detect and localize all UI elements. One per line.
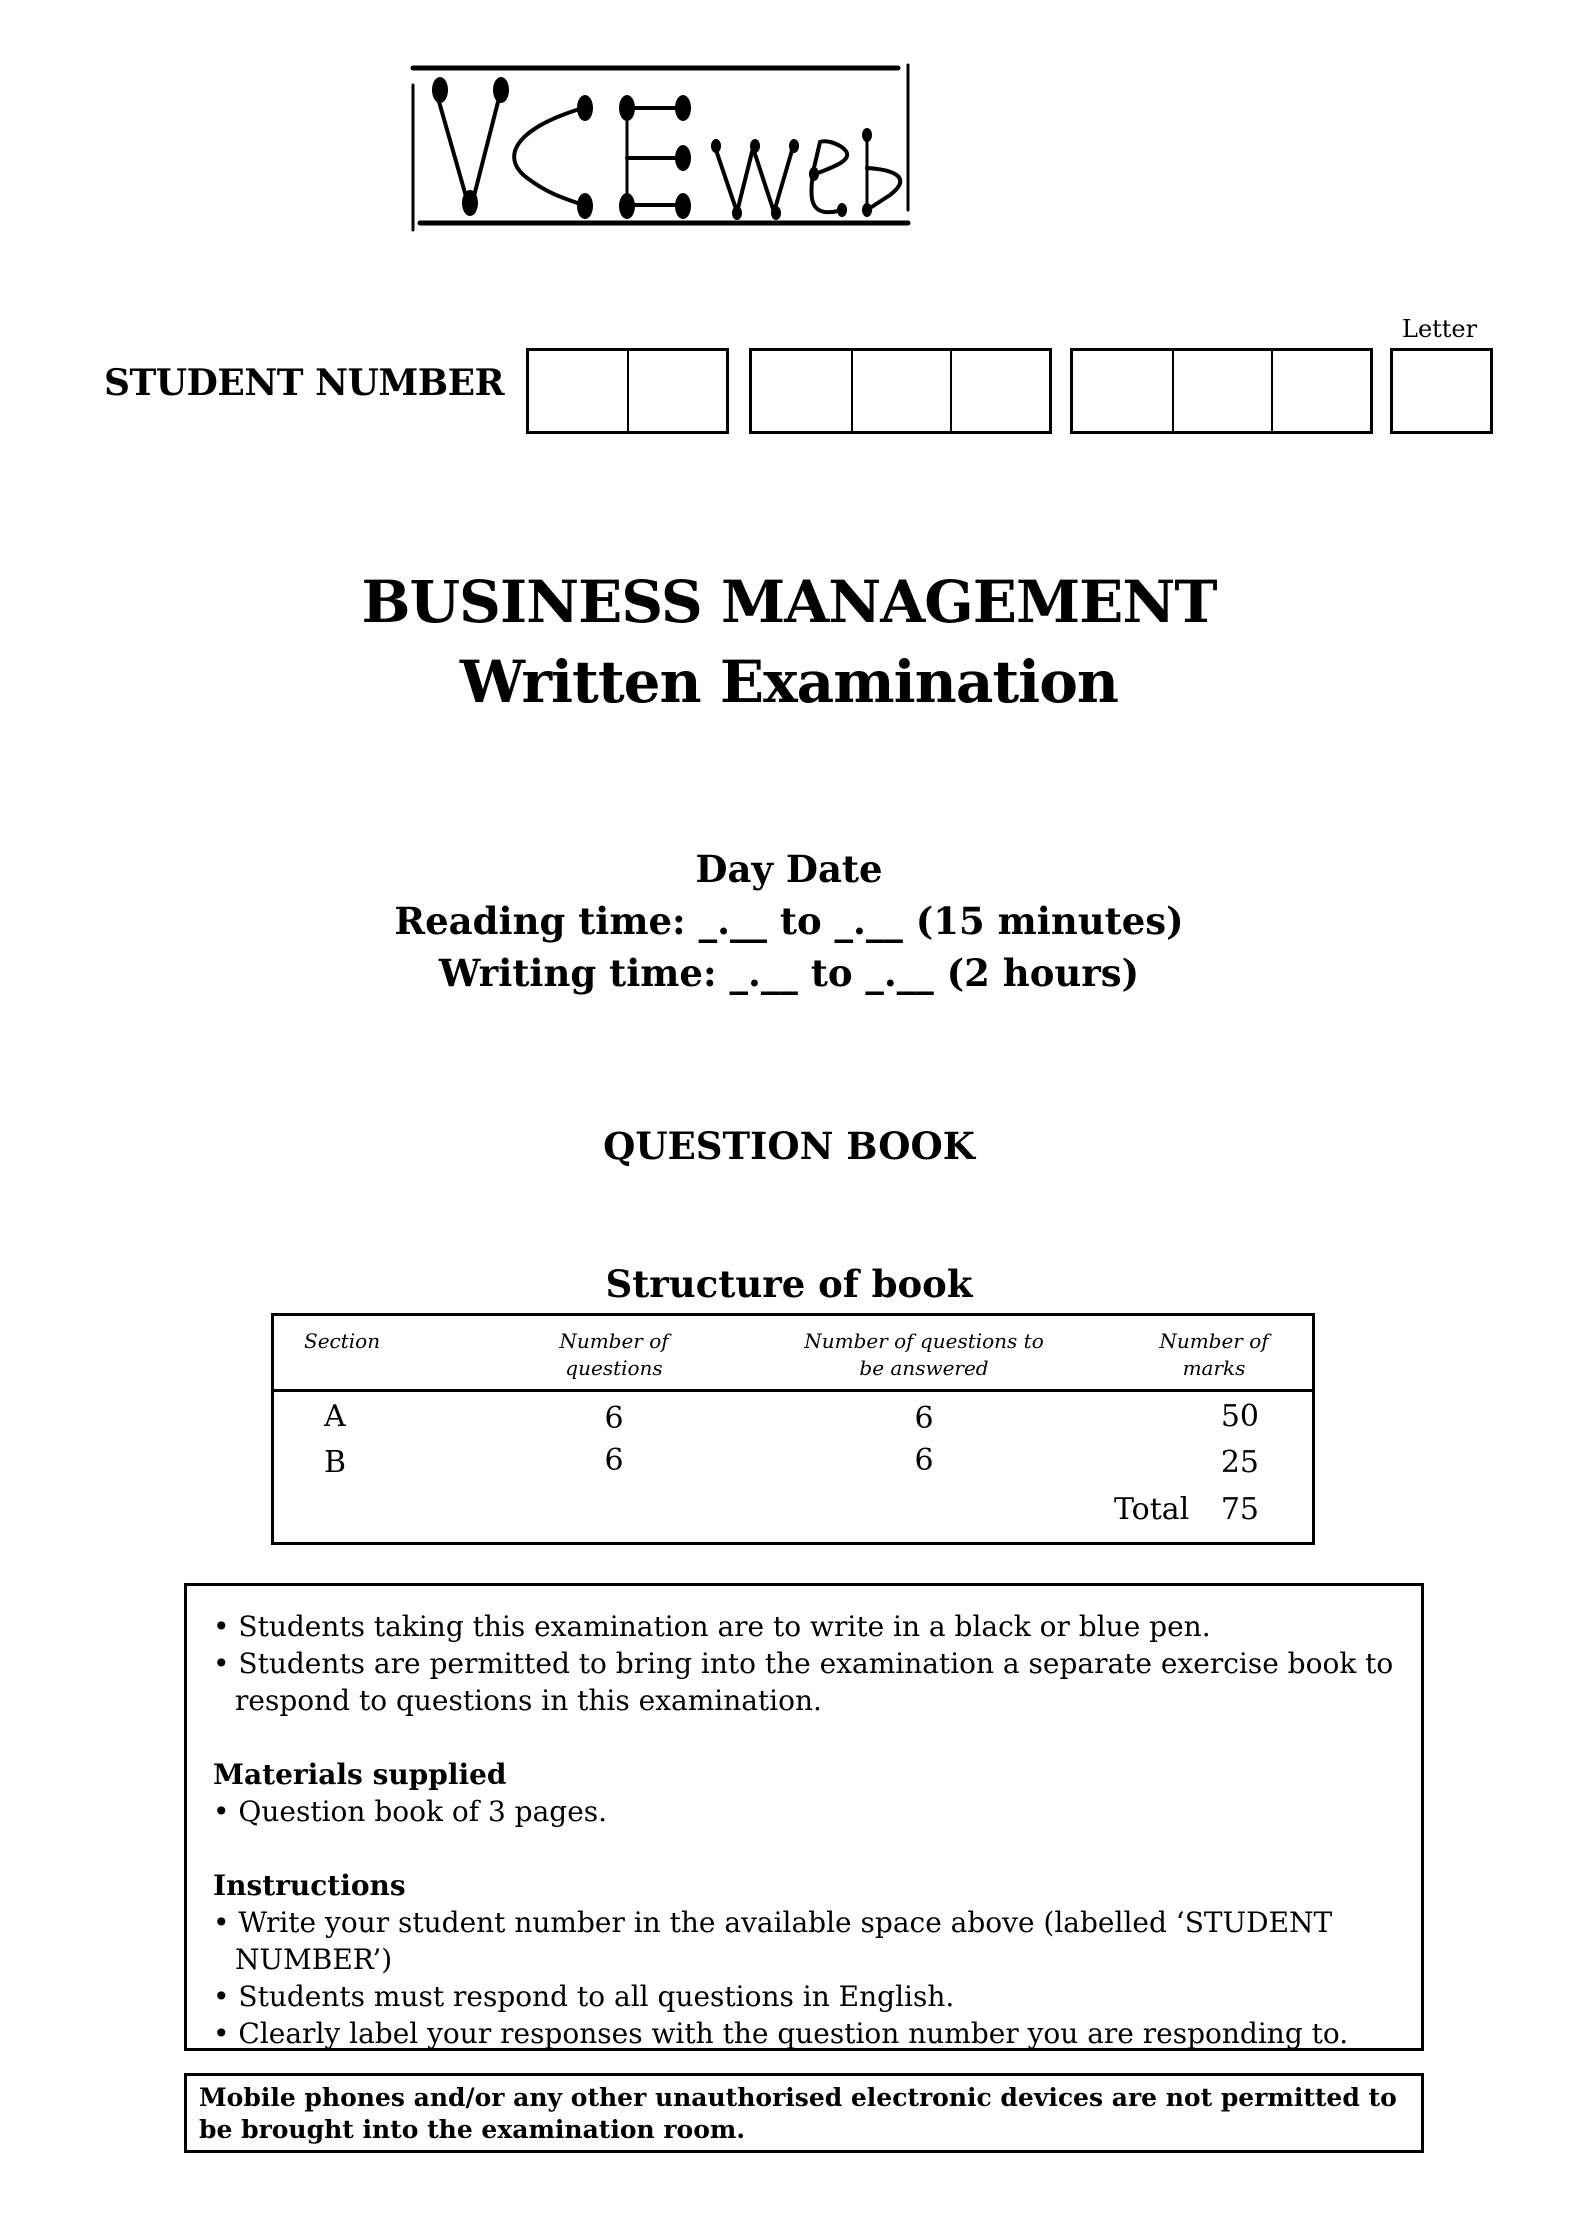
student-number-group-3 <box>1070 348 1373 434</box>
instruction-item: • Write your student number in the available space above (labelled ‘STUDENT NUMBER’) <box>213 1906 1333 1976</box>
writing-time: Writing time: _.__ to _.__ (2 hours) <box>438 951 1140 995</box>
structure-table-header <box>274 1316 1312 1392</box>
header-number-of-questions: Number of questions <box>559 1329 669 1380</box>
student-number-digit-box[interactable] <box>1271 351 1370 431</box>
student-number-digit-box[interactable] <box>1073 351 1172 431</box>
letter-label: Letter <box>1402 315 1478 343</box>
info-bullet: • Students taking this examination are to write in a black or blue pen. <box>213 1610 1211 1643</box>
total-marks: 75 <box>1220 1492 1259 1527</box>
row-b-section: B <box>324 1445 347 1480</box>
instruction-item: • Clearly label your responses with the question number you are responding to. <box>213 2017 1349 2050</box>
header-section: Section <box>304 1329 381 1353</box>
student-number-letter-group <box>1390 348 1493 434</box>
structure-table <box>271 1313 1315 1545</box>
question-book-label: QUESTION BOOK <box>603 1124 975 1168</box>
student-number-digit-box[interactable] <box>752 351 851 431</box>
vceweb-logo <box>410 60 1190 235</box>
info-bullet: • Students are permitted to bring into the examination a separate exercise book to respond to questions in this examination. <box>213 1647 1394 1717</box>
student-number-digit-box[interactable] <box>851 351 950 431</box>
materials-heading: Materials supplied <box>213 1758 507 1791</box>
row-a-answered: 6 <box>914 1401 934 1436</box>
row-b-marks: 25 <box>1220 1445 1259 1480</box>
row-a-marks: 50 <box>1220 1399 1259 1434</box>
student-number-digit-box[interactable] <box>529 351 627 431</box>
reading-time: Reading time: _.__ to _.__ (15 minutes) <box>394 899 1184 943</box>
structure-title: Structure of book <box>605 1262 973 1306</box>
exam-schedule <box>0 843 1578 999</box>
instruction-item: • Students must respond to all questions in English. <box>213 1980 955 2013</box>
student-number-digit-box[interactable] <box>950 351 1049 431</box>
header-questions-to-answer: Number of questions to be answered <box>804 1329 1044 1380</box>
total-label: Total <box>1114 1492 1190 1527</box>
row-a-questions: 6 <box>604 1401 624 1436</box>
devices-warning: Mobile phones and/or any other unauthorised electronic devices are not permitted to be brought into the examination room. <box>184 2073 1424 2153</box>
student-number-digit-box[interactable] <box>1172 351 1271 431</box>
student-number-label: STUDENT NUMBER <box>104 362 505 404</box>
student-number-group-1 <box>526 348 729 434</box>
row-b-questions: 6 <box>604 1443 624 1478</box>
student-number-letter-box[interactable] <box>1393 351 1490 431</box>
instructions-heading: Instructions <box>213 1869 406 1902</box>
materials-item: • Question book of 3 pages. <box>213 1795 608 1828</box>
exam-type-title: Written Examination <box>459 648 1119 716</box>
student-number-digit-box[interactable] <box>627 351 726 431</box>
row-a-section: A <box>324 1399 346 1434</box>
student-number-group-2 <box>749 348 1052 434</box>
exam-information-box <box>184 1583 1424 2051</box>
day-date: Day Date <box>695 847 883 891</box>
header-number-of-marks: Number of marks <box>1159 1329 1269 1380</box>
subject-title: BUSINESS MANAGEMENT <box>361 568 1217 636</box>
row-b-answered: 6 <box>914 1443 934 1478</box>
